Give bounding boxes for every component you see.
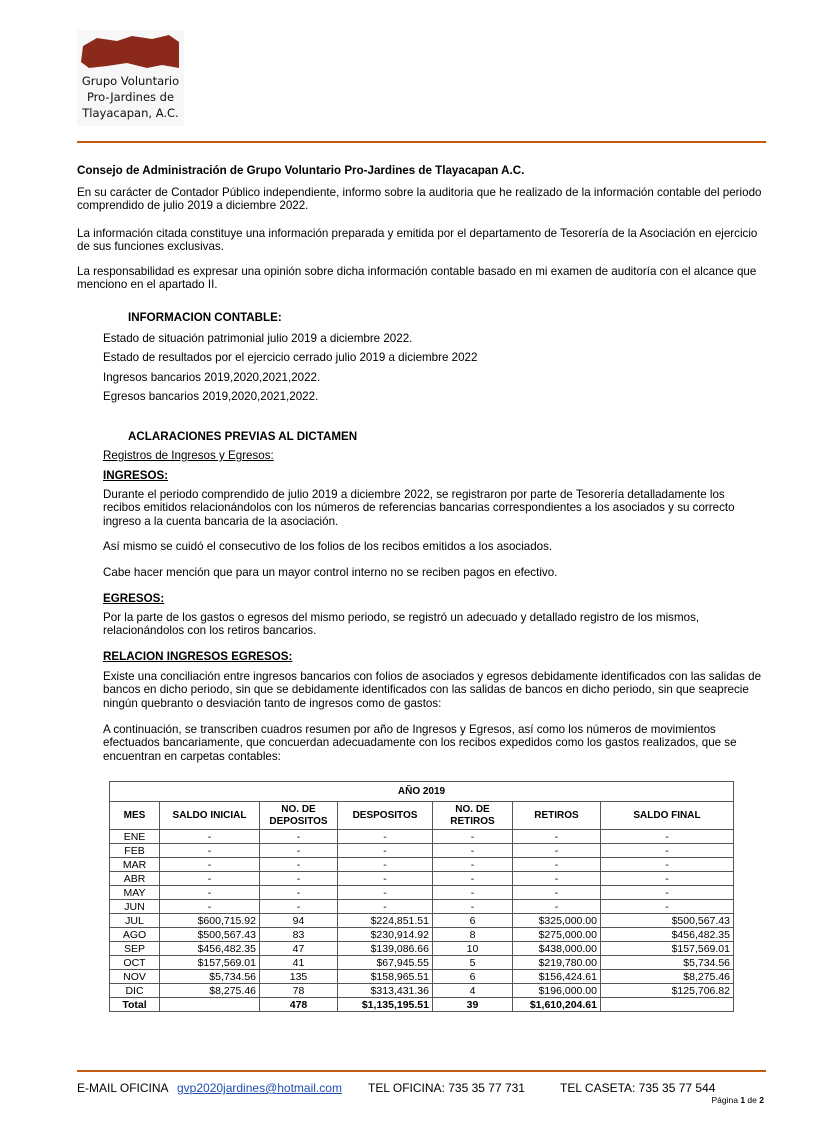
table-total-row — [110, 998, 734, 1012]
table-cell: - — [260, 886, 338, 900]
table-cell: NOV — [110, 970, 160, 984]
table-cell: $8,275.46 — [160, 984, 260, 998]
list-item: Egresos bancarios 2019,2020,2021,2022. — [103, 390, 319, 403]
table-cell: - — [338, 844, 433, 858]
table-cell: $325,000.00 — [513, 914, 601, 928]
table-cell: - — [601, 872, 734, 886]
table-cell: - — [160, 900, 260, 914]
subheading-ingresos: INGRESOS: — [103, 469, 169, 482]
table-cell: - — [160, 886, 260, 900]
table-cell — [160, 998, 260, 1012]
table-cell: - — [433, 872, 513, 886]
table-row — [110, 942, 734, 956]
table-cell: - — [601, 830, 734, 844]
table-row — [110, 844, 734, 858]
column-header: NO. DE DEPOSITOS — [260, 802, 338, 830]
table-cell: $1,135,195.51 — [338, 998, 433, 1012]
table-cell: $8,275.46 — [601, 970, 734, 984]
table-cell: $158,965.51 — [338, 970, 433, 984]
summary-table-2019 — [109, 781, 734, 1012]
list-item: Ingresos bancarios 2019,2020,2021,2022. — [103, 371, 321, 384]
list-item: Estado de resultados por el ejercicio cerrado julio 2019 a diciembre 2022 — [103, 351, 478, 364]
column-header: MES — [110, 802, 160, 830]
table-cell: OCT — [110, 956, 160, 970]
table-cell: 5 — [433, 956, 513, 970]
table-row — [110, 914, 734, 928]
footer-tel-caseta: TEL CASETA: 735 35 77 544 — [560, 1081, 716, 1095]
table-cell: $230,914.92 — [338, 928, 433, 942]
table-row — [110, 858, 734, 872]
table-cell: 47 — [260, 942, 338, 956]
table-cell: - — [601, 900, 734, 914]
subheading-egresos: EGRESOS: — [103, 592, 165, 605]
table-row — [110, 928, 734, 942]
table-cell: - — [160, 844, 260, 858]
paragraph: Así mismo se cuidó el consecutivo de los folios de los recibos emitidos a los asociados. — [103, 540, 553, 553]
column-header: SALDO INICIAL — [160, 802, 260, 830]
section-heading-aclaraciones: ACLARACIONES PREVIAS AL DICTAMEN — [128, 430, 358, 443]
table-cell: 78 — [260, 984, 338, 998]
table-cell: $5,734.56 — [601, 956, 734, 970]
logo-line: Tlayacapan, A.C. — [82, 106, 179, 120]
table-cell: 39 — [433, 998, 513, 1012]
table-cell: DIC — [110, 984, 160, 998]
table-cell: MAY — [110, 886, 160, 900]
paragraph: Cabe hacer mención que para un mayor control interno no se reciben pagos en efectivo. — [103, 566, 558, 579]
list-item: Estado de situación patrimonial julio 2019 a diciembre 2022. — [103, 332, 413, 345]
table-row — [110, 886, 734, 900]
table-cell: 478 — [260, 998, 338, 1012]
table-cell: 94 — [260, 914, 338, 928]
organization-logo — [77, 30, 184, 126]
table-row — [110, 872, 734, 886]
subheading-registros: Registros de Ingresos y Egresos: — [103, 449, 274, 462]
table-cell: $219,780.00 — [513, 956, 601, 970]
table-row — [110, 900, 734, 914]
column-header: NO. DE RETIROS — [433, 802, 513, 830]
table-cell: $196,000.00 — [513, 984, 601, 998]
column-header: RETIROS — [513, 802, 601, 830]
table-cell: - — [433, 900, 513, 914]
table-cell: - — [601, 844, 734, 858]
table-cell: - — [433, 844, 513, 858]
paragraph: Durante el periodo comprendido de julio 2019 a diciembre 2022, se registraron por parte de Tesorería detalladamente los recibos emitidos relacionándolos con los números de referencias bancarias correspondientes a los asociados y su correcto ingreso a la cuenta bancaria de la asociación. — [103, 488, 735, 528]
table-title: AÑO 2019 — [110, 782, 734, 802]
table-row — [110, 970, 734, 984]
table-cell: - — [160, 830, 260, 844]
table-cell: - — [260, 858, 338, 872]
table-cell: $600,715.92 — [160, 914, 260, 928]
table-cell: - — [260, 900, 338, 914]
table-cell: 6 — [433, 970, 513, 984]
page-sep: de — [747, 1095, 757, 1105]
table-cell: 6 — [433, 914, 513, 928]
table-cell: - — [338, 858, 433, 872]
table-cell: - — [338, 872, 433, 886]
table-cell: - — [338, 830, 433, 844]
table-cell: $125,706.82 — [601, 984, 734, 998]
table-cell: $275,000.00 — [513, 928, 601, 942]
table-cell: $456,482.35 — [160, 942, 260, 956]
table-cell: $438,000.00 — [513, 942, 601, 956]
table-cell: - — [601, 886, 734, 900]
table-cell: FEB — [110, 844, 160, 858]
page-prefix: Página — [711, 1095, 738, 1105]
table-cell: 4 — [433, 984, 513, 998]
table-cell: - — [433, 886, 513, 900]
table-cell: $224,851.51 — [338, 914, 433, 928]
footer-email-label: E-MAIL OFICINA — [77, 1081, 169, 1095]
table-cell: - — [260, 872, 338, 886]
page-number — [711, 1095, 764, 1105]
table-cell: $500,567.43 — [601, 914, 734, 928]
table-cell: - — [513, 872, 601, 886]
table-cell — [601, 998, 734, 1012]
table-cell: - — [260, 844, 338, 858]
subheading-relacion: RELACION INGRESOS EGRESOS: — [103, 650, 293, 663]
page-total: 2 — [759, 1095, 764, 1105]
paragraph: La responsabilidad es expresar una opinión sobre dicha información contable basado en mi examen de auditoría con el alcance que menciono en el apartado II. — [77, 265, 757, 292]
table-cell: $139,086.66 — [338, 942, 433, 956]
footer-tel-oficina: TEL OFICINA: 735 35 77 731 — [368, 1081, 525, 1095]
table-cell: 41 — [260, 956, 338, 970]
table-cell: $456,482.35 — [601, 928, 734, 942]
table-cell: $67,945.55 — [338, 956, 433, 970]
column-header: DESPOSITOS — [338, 802, 433, 830]
footer-email-link[interactable]: gvp2020jardines@hotmail.com — [177, 1081, 342, 1095]
table-cell: - — [433, 830, 513, 844]
table-cell: $157,569.01 — [601, 942, 734, 956]
header-divider — [77, 141, 766, 143]
footer-divider — [77, 1070, 766, 1072]
table-cell: JUL — [110, 914, 160, 928]
logo-brush-mark — [77, 32, 184, 77]
table-cell: AGO — [110, 928, 160, 942]
table-cell: - — [513, 858, 601, 872]
table-cell: - — [601, 858, 734, 872]
logo-line: Grupo Voluntario — [81, 74, 180, 88]
column-header: SALDO FINAL — [601, 802, 734, 830]
paragraph: La información citada constituye una información preparada y emitida por el departamento de Tesorería de la Asociación en ejercicio de sus funciones exclusivas. — [77, 227, 758, 254]
paragraph: A continuación, se transcriben cuadros resumen por año de Ingresos y Egresos, así como los números de movimientos efectuados bancariamente, que concuerdan adecuadamente con los recibos expedidos como los gastos realizados, que se encuentran en carpetas contables: — [103, 723, 737, 763]
table-cell: - — [160, 872, 260, 886]
table-cell: - — [160, 858, 260, 872]
table-row — [110, 984, 734, 998]
table-cell: JUN — [110, 900, 160, 914]
document-title: Consejo de Administración de Grupo Voluntario Pro-Jardines de Tlayacapan A.C. — [77, 164, 525, 177]
table-cell: $313,431.36 — [338, 984, 433, 998]
table-cell: $156,424.61 — [513, 970, 601, 984]
table-cell: ENE — [110, 830, 160, 844]
table-cell: - — [338, 886, 433, 900]
table-row — [110, 956, 734, 970]
table-cell: $5,734.56 — [160, 970, 260, 984]
table-cell: SEP — [110, 942, 160, 956]
table-cell: $500,567.43 — [160, 928, 260, 942]
table-cell: 8 — [433, 928, 513, 942]
table-cell: ABR — [110, 872, 160, 886]
paragraph: Por la parte de los gastos o egresos del mismo periodo, se registró un adecuado y detallado registro de los mismos, relacionándolos con los retiros bancarios. — [103, 611, 700, 638]
section-heading-informacion: INFORMACION CONTABLE: — [128, 311, 282, 324]
paragraph: Existe una conciliación entre ingresos bancarios con folios de asociados y egresos debidamente identificados con las salidas de bancos en dicho periodo, sin que se debidamente identificados con las salidas de bancos en dicho periodo, sin que seaprecie ningún quebranto o desviación tanto de ingresos como de gastos: — [103, 670, 762, 710]
table-row — [110, 830, 734, 844]
logo-line: Pro-Jardines de — [86, 90, 175, 104]
table-cell: - — [513, 886, 601, 900]
table-cell: - — [433, 858, 513, 872]
table-cell: 135 — [260, 970, 338, 984]
table-cell: - — [513, 900, 601, 914]
page-current: 1 — [740, 1095, 746, 1105]
table-cell: $1,610,204.61 — [513, 998, 601, 1012]
table-cell: - — [513, 830, 601, 844]
table-cell: MAR — [110, 858, 160, 872]
table-cell: 10 — [433, 942, 513, 956]
table-cell: - — [260, 830, 338, 844]
table-cell: - — [338, 900, 433, 914]
table-cell: - — [513, 844, 601, 858]
paragraph: En su carácter de Contador Público independiente, informo sobre la auditoria que he realizado de la información contable del periodo comprendido de julio 2019 a diciembre 2022. — [77, 186, 762, 213]
table-cell: 83 — [260, 928, 338, 942]
table-cell: Total — [110, 998, 160, 1012]
table-cell: $157,569.01 — [160, 956, 260, 970]
